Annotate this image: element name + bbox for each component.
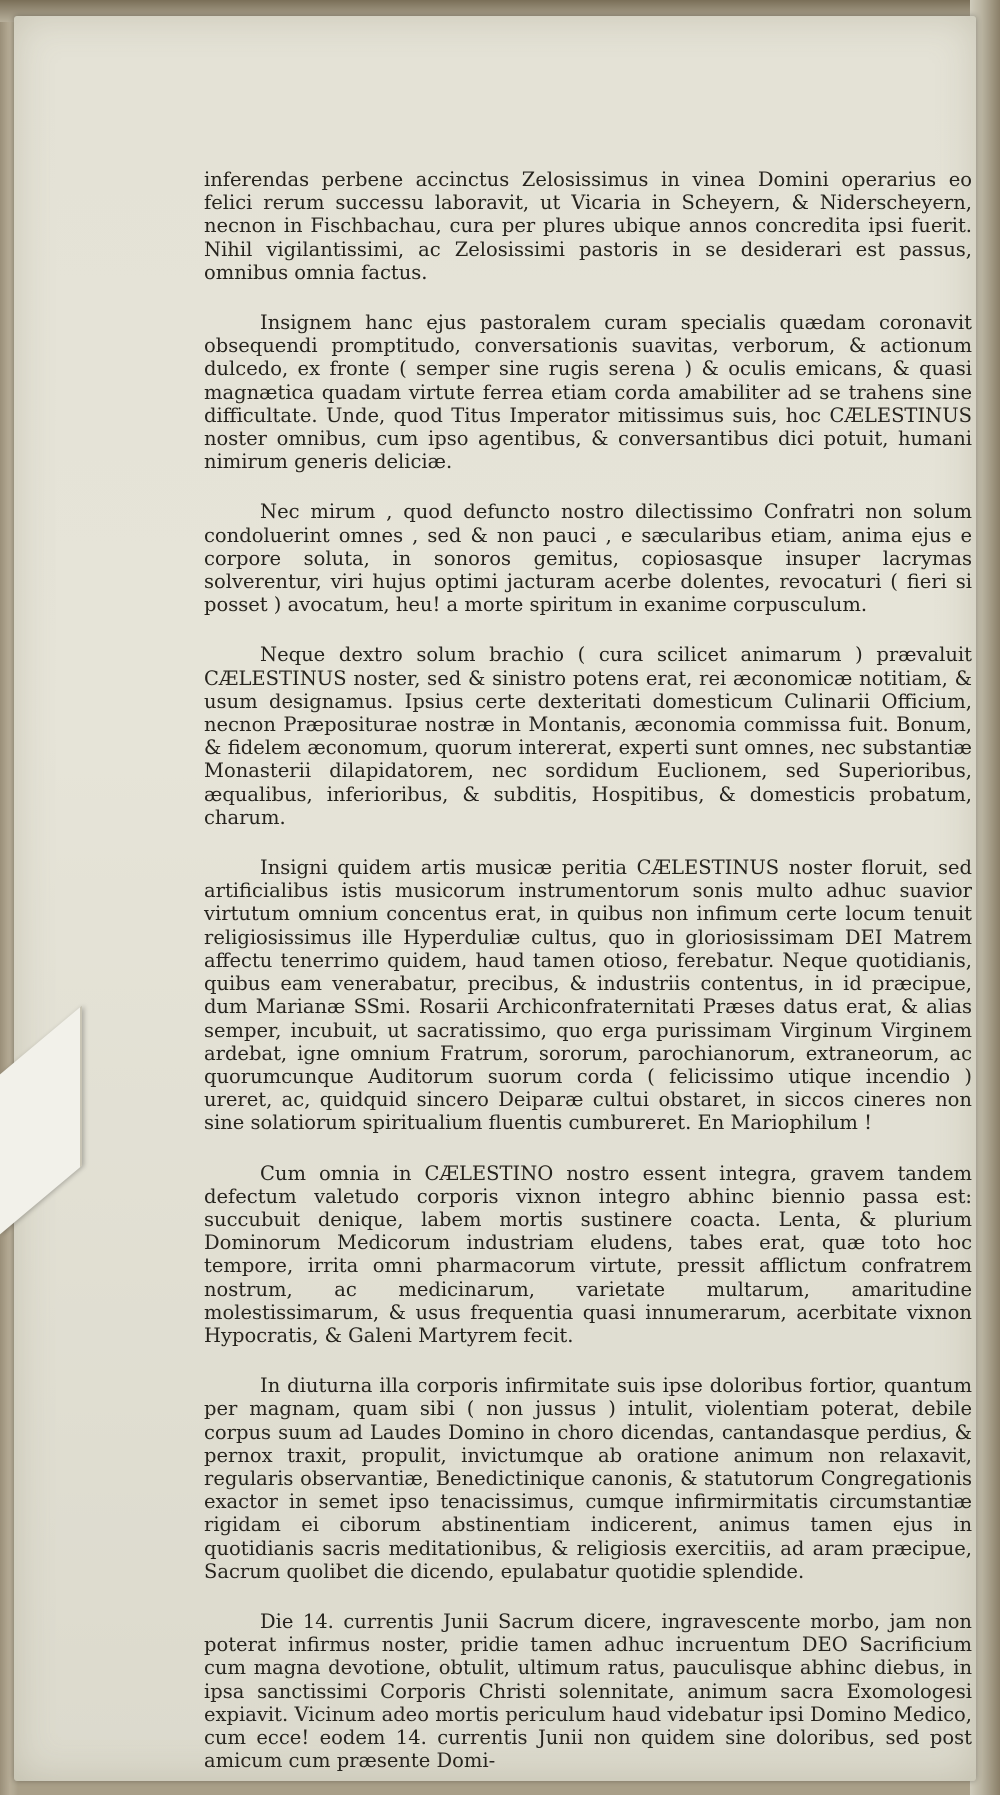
paragraph-1: inferendas perbene accinctus Zelosissimus in vinea Domini operarius eo felici rerum successu laboravit, ut Vicaria in Scheyern, & Niderscheyern, necnon in Fischbachau, cura per plures ubique annos concredita ipsi fuerit. Nihil vigilantissimi, ac Zelosissimi pastoris in se desiderari est passus, omnibus omnia factus. bbox=[204, 168, 972, 284]
paragraph-4: Neque dextro solum brachio ( cura scilicet animarum ) prævaluit CÆLESTINUS noster, sed & sinistro potens erat, rei æconomicæ notitiam, & usum designamus. Ipsius certe dexteritati domesticum Culinarii Officium, necnon Præpositurae nostræ in Montanis, æconomia commissa fuit. Bonum, & fidelem æconomum, quorum intererat, experti sunt omnes, nec substantiæ Monasterii dilapidatorem, nec sordidum Euclionem, sed Superioribus, æqualibus, inferioribus, & subditis, Hospitibus, & domesticis probatum, charum. bbox=[204, 643, 972, 829]
paragraph-5: Insigni quidem artis musicæ peritia CÆLESTINUS noster floruit, sed artificialibus istis musicorum instrumentorum sonis multo adhuc suavior virtutum omnium concentus erat, in quibus non infimum certe locum tenuit religiosissimus ille Hyperduliæ cultus, quo in gloriosissimam DEI Matrem affectu tenerrimo quidem, haud tamen otioso, ferebatur. Neque quotidianis, quibus eam venerabatur, precibus, & industriis contentus, in id præcipue, dum Marianæ SSmi. Rosarii Archiconfraternitati Præses datus erat, & alias semper, incubuit, ut sacratissimo, quo erga purissimam Virginum Virginem ardebat, igne omnium Fratrum, sororum, parochianorum, extraneorum, ac quorumcunque Auditorum suorum corda ( felicissimo utique incendio ) ureret, ac, quidquid sincero Deiparæ cultui obstaret, in siccos cineres non sine solatiorum spiritualium fluentis cumbureret. En Mariophilum ! bbox=[204, 856, 972, 1135]
paragraph-6: Cum omnia in CÆLESTINO nostro essent integra, gravem tandem defectum valetudo corporis vixnon integro abhinc biennio passa est: succubuit denique, labem mortis sustinere coacta. Lenta, & plurium Dominorum Medicorum industriam eludens, tabes erat, quæ toto hoc tempore, irrita omni pharmacorum virtute, pressit afflictum confratrem nostrum, ac medicinarum, varietate multarum, amaritudine molestissimarum, & usus frequentia quasi innumerarum, acerbitate vixnon Hypocratis, & Galeni Martyrem fecit. bbox=[204, 1161, 972, 1347]
paragraph-3: Nec mirum , quod defuncto nostro dilectissimo Confratri non solum condoluerint omnes , sed & non pauci , e sæcularibus etiam, anima ejus e corpore soluta, in sonoros gemitus, copiosasque insuper lacrymas solverentur, viri hujus optimi jacturam acerbe dolentes, revocaturi ( fieri si posset ) avocatum, heu! a morte spiritum in exanime corpusculum. bbox=[204, 500, 972, 617]
paragraph-7: In diuturna illa corporis infirmitate suis ipse doloribus fortior, quantum per magnam, quam sibi ( non jussus ) intulit, violentiam poterat, debile corpus suum ad Laudes Domino in choro dicendas, cantandasque perdius, & pernox traxit, propulit, invictumque ab oratione animum non relaxavit, regularis observantiæ, Benedictinique canonis, & statutorum Congregationis exactor in semet ipso tenacissimus, cumque infirmirmitatis circumstantiæ rigidam ei ciborum abstinentiam indicerent, animus tamen ejus in quotidianis sacris meditationibus, & religiosis exercitiis, ad aram præcipue, Sacrum quolibet die dicendo, epulabatur quotidie splendide. bbox=[204, 1374, 972, 1583]
document-body bbox=[204, 168, 972, 1795]
paragraph-8: Die 14. currentis Junii Sacrum dicere, ingravescente morbo, jam non poterat infirmus noster, pridie tamen adhuc incruentum DEO Sacrificium cum magna devotione, obtulit, ultimum ratus, pauculisque abhinc diebus, in ipsa sanctissimi Corporis Christi solennitate, animum sacra Exomologesi expiavit. Vicinum adeo mortis periculum haud videbatur ipsi Domino Medico, cum ecce! eodem 14. currentis Junii non quidem sine doloribus, sed post amicum cum præsente Domi- bbox=[204, 1609, 972, 1773]
paragraph-2: Insignem hanc ejus pastoralem curam specialis quædam coronavit obsequendi promptitudo, conversationis suavitas, verborum, & actionum dulcedo, ex fronte ( semper sine rugis serena ) & oculis emicans, & quasi magnætica quadam virtute ferrea etiam corda amabiliter ad se trahens sine difficultate. Unde, quod Titus Imperator mitissimus suis, hoc CÆLESTINUS noster omnibus, cum ipso agentibus, & conversantibus dici potuit, humani nimirum generis deliciæ. bbox=[204, 311, 972, 474]
